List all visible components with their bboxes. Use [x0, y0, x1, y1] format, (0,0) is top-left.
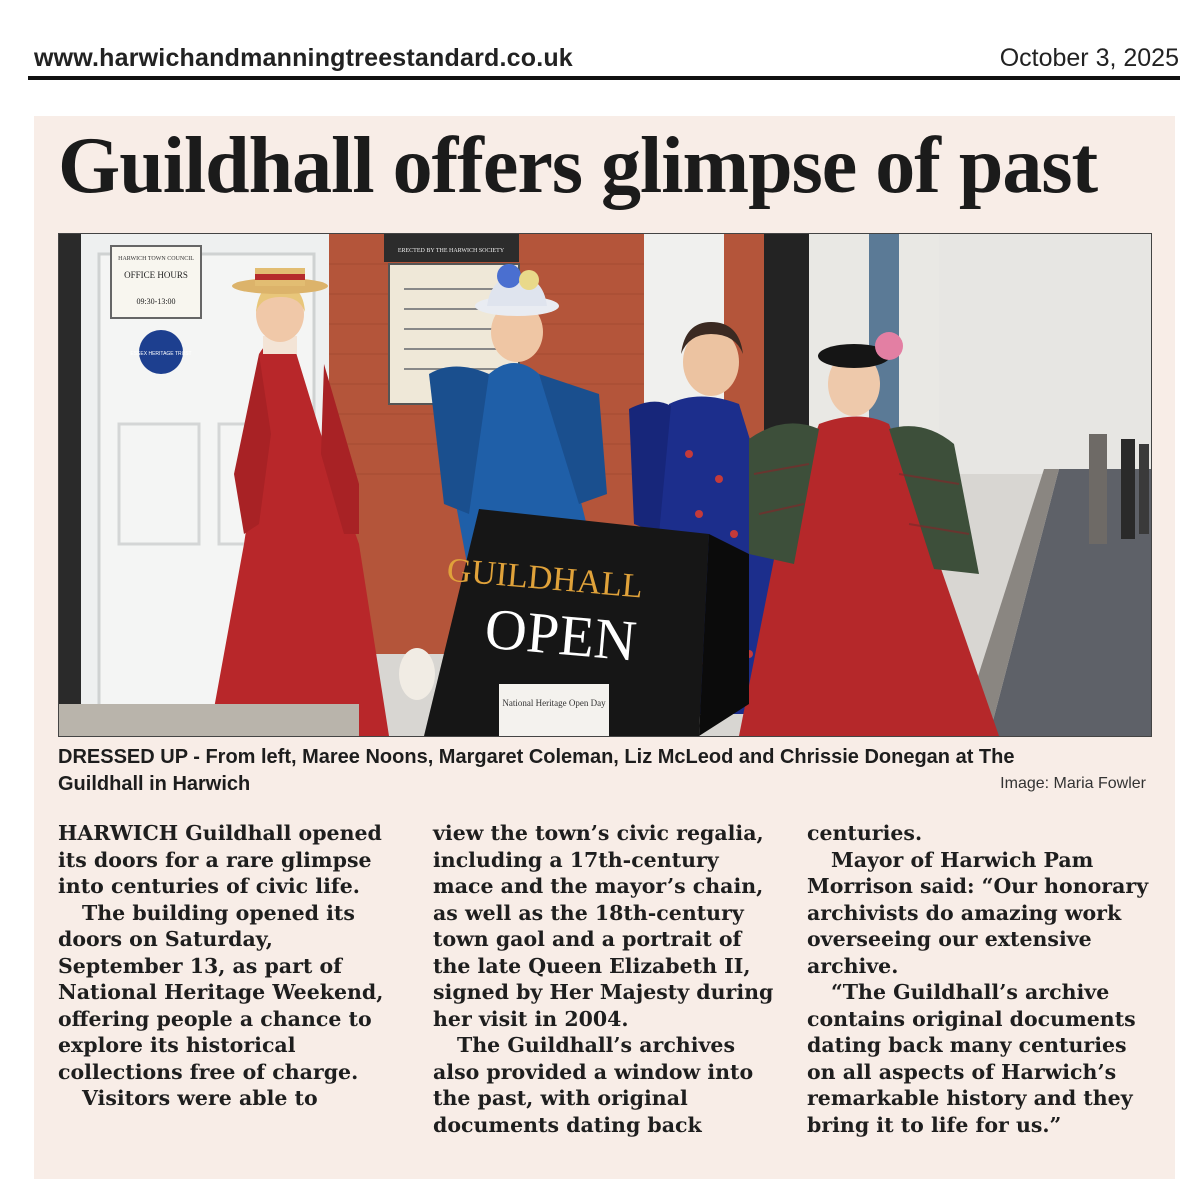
- photo-credit: Image: Maria Fowler: [1000, 775, 1146, 792]
- office-hours-time: 09:30-13:00: [136, 297, 176, 306]
- office-hours-label: OFFICE HOURS: [124, 270, 188, 280]
- board-guildhall-text: GUILDHALL: [445, 551, 645, 606]
- photo-caption: DRESSED UP - From left, Maree Noons, Margaret Coleman, Liz McLeod and Chrissie Donegan at The Guildhall in Harwich: [58, 746, 1015, 795]
- paragraph: view the town’s civic regalia, including a 17th-century mace and the mayor’s chain, as well as the 18th-century town gaol and a portrait of the late Queen Elizabeth II, signed by Her Majesty during her visit in 2004.: [433, 821, 774, 1031]
- article-column-2: [433, 820, 778, 1138]
- board-open-text: OPEN: [482, 595, 639, 674]
- article-column-3: [807, 820, 1152, 1138]
- photo-illustration: [59, 234, 1151, 736]
- blue-plaque-text: ESSEX HERITAGE TRUST: [130, 351, 192, 357]
- sandwich-board: [424, 509, 749, 736]
- article-column-1: [58, 820, 403, 1112]
- masthead-bar: [0, 0, 1200, 112]
- paragraph: The Guildhall’s archives also provided a window into the past, with original documents dating back: [433, 1033, 754, 1137]
- paragraph: Visitors were able to: [82, 1086, 318, 1110]
- paragraph: “The Guildhall’s archive contains original documents dating back many centuries on all aspects of Harwich’s remarkable history and they bring it to life for us.”: [807, 980, 1136, 1137]
- paragraph: HARWICH Guildhall opened its doors for a rare glimpse into centuries of civic life.: [58, 821, 382, 898]
- paragraph: The building opened its doors on Saturday, September 13, as part of National Heritage Weekend, offering people a chance to explore its historical collections free of charge.: [58, 900, 384, 1084]
- publication-date: October 3, 2025: [999, 44, 1179, 72]
- article-headline: Guildhall offers glimpse of past: [58, 122, 1098, 210]
- paragraph: centuries.: [807, 821, 923, 845]
- site-url[interactable]: www.harwichandmanningtreestandard.co.uk: [34, 44, 573, 72]
- paragraph: Mayor of Harwich Pam Morrison said: “Our honorary archivists do amazing work overseeing our extensive archive.: [807, 847, 1149, 978]
- board-notice-text: National Heritage Open Day: [502, 698, 606, 708]
- office-hours-council: HARWICH TOWN COUNCIL: [118, 256, 194, 262]
- masthead-rule: [28, 76, 1180, 80]
- plaque-header-text: ERECTED BY THE HARWICH SOCIETY: [397, 248, 505, 254]
- article-photo: [58, 233, 1152, 737]
